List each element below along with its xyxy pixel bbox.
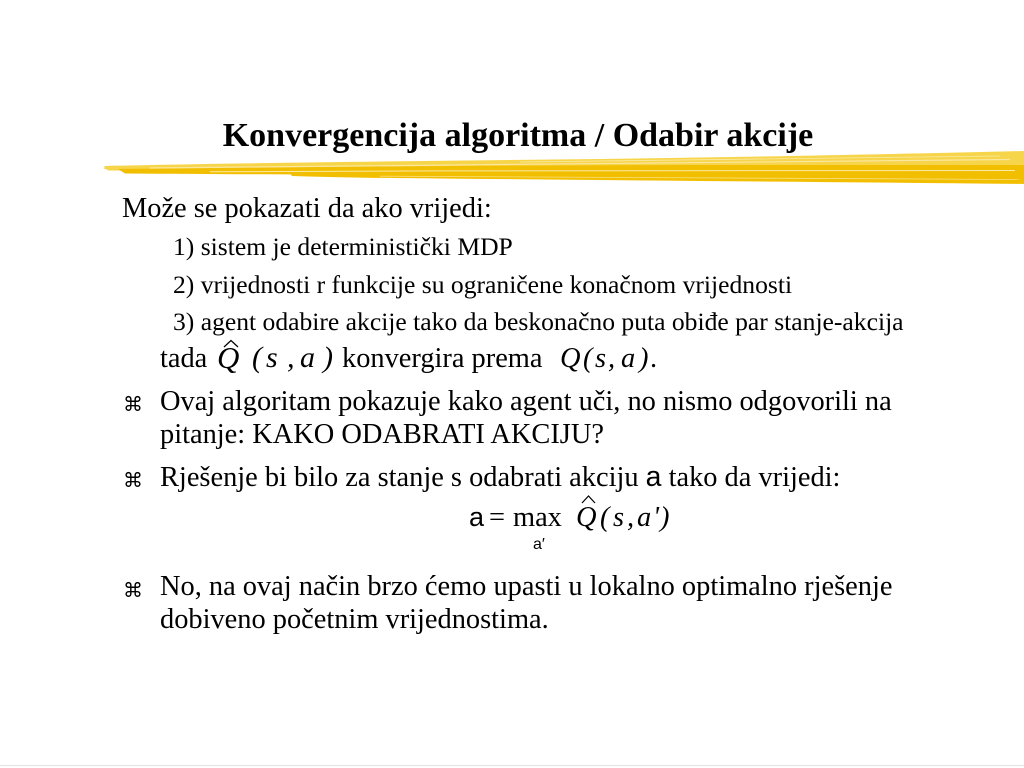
- target-action: a: [621, 342, 636, 374]
- bullet-icon: ⌘: [123, 391, 143, 416]
- bullet-text-line: Ovaj algoritam pokazuje kako agent uči, no nismo odgovorili na: [160, 385, 892, 417]
- estimate-action: a: [300, 341, 315, 375]
- bullet-icon: ⌘: [123, 577, 143, 602]
- estimate-open-paren: (: [252, 341, 262, 375]
- slide-title: Konvergencija algoritma / Odabir akcije: [222, 117, 814, 154]
- bullet-text-after: tako da vrijedi:: [668, 461, 841, 493]
- condition-item: 2) vrijednosti r funkcije su ograničene konačnom vrijednosti: [173, 270, 793, 300]
- formula-action: a: [637, 501, 652, 533]
- bullet-text-line: pitanje: KAKO ODABRATI AKCIJU?: [160, 418, 604, 450]
- target-comma: ,: [608, 342, 616, 374]
- conclusion-lead: tada: [160, 342, 208, 374]
- bullet-text-before: Rješenje bi bilo za stanje s odabrati akciju: [160, 461, 639, 493]
- formula-q-symbol: Q: [576, 501, 597, 533]
- estimate-state: s: [266, 341, 278, 375]
- formula-equals: =: [489, 501, 506, 533]
- formula-state: s: [613, 501, 625, 533]
- conclusion-middle: konvergira prema: [342, 342, 543, 374]
- formula-operator-subscript: a′: [533, 535, 545, 553]
- formula-lhs: a: [469, 502, 485, 533]
- intro-text: Može se pokazati da ako vrijedi:: [122, 193, 492, 224]
- formula-open-paren: (: [600, 501, 610, 533]
- condition-item: 1) sistem je deterministički MDP: [173, 232, 513, 262]
- action-variable: a: [645, 460, 662, 493]
- formula-prime: ': [653, 501, 660, 533]
- estimate-comma: ,: [287, 341, 295, 375]
- bullet-text-line: No, na ovaj način brzo ćemo upasti u lokalno optimalno rješenje: [160, 570, 893, 602]
- formula-comma: ,: [627, 501, 635, 533]
- condition-item: 3) agent odabire akcije tako da beskonačno puta obiđe par stanje-akcija: [173, 307, 904, 337]
- footer-divider: [0, 765, 1024, 766]
- target-close-paren: ): [639, 342, 649, 374]
- bullet-icon: ⌘: [123, 467, 143, 492]
- target-q-symbol: Q: [560, 342, 581, 374]
- estimate-close-paren: ): [323, 341, 333, 375]
- bullet-text-line: [160, 460, 841, 493]
- formula-close-paren: ): [660, 501, 670, 533]
- estimate-q-symbol: Q: [217, 340, 240, 376]
- conclusion-end: .: [650, 342, 658, 374]
- target-state: s: [595, 342, 607, 374]
- target-open-paren: (: [583, 342, 593, 374]
- formula-operator: max: [513, 501, 562, 533]
- bullet-text-line: dobiveno početnim vrijednostima.: [160, 603, 549, 635]
